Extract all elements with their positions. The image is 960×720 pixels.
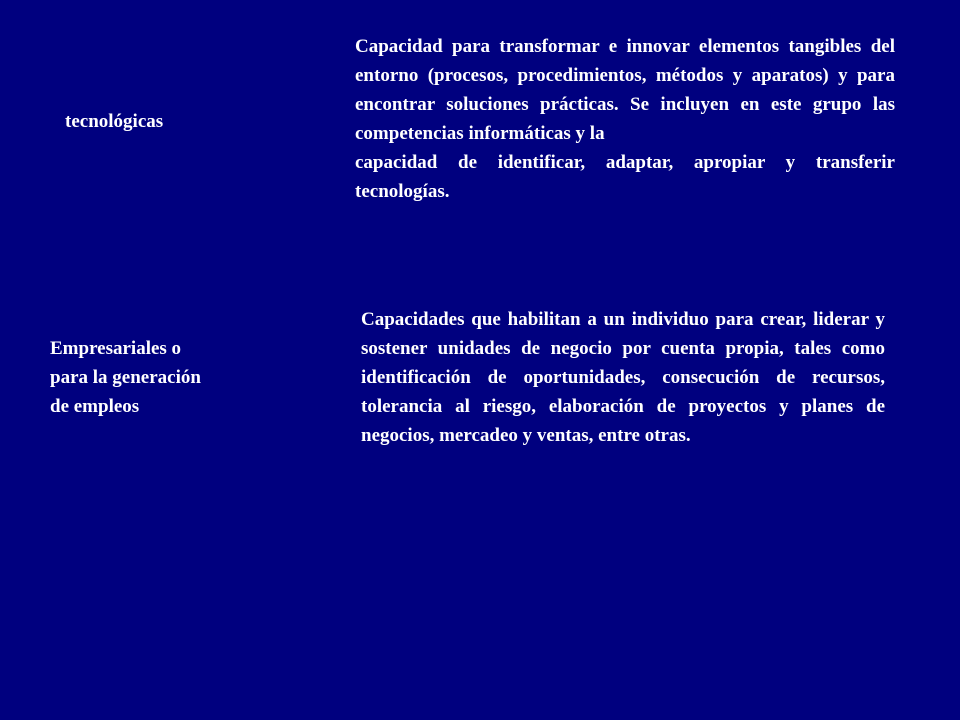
description-paragraph: Capacidad para transformar e innovar elementos tangibles del entorno (procesos, procedimientos, métodos y aparatos) y para encontrar soluciones prácticas. Se incluyen en este grupo las competencias informáticas y la — [355, 36, 895, 144]
competency-label-tecnologicas: tecnológicas — [65, 111, 164, 132]
label-line: de empleos — [50, 396, 140, 417]
description-paragraph: capacidad de identificar, adaptar, apropiar y transferir tecnologías. — [355, 152, 895, 202]
label-line: para la generación — [50, 367, 201, 388]
competency-description-empresariales — [361, 305, 885, 450]
label-line: Empresariales o — [50, 338, 182, 359]
competency-description-tecnologicas — [355, 32, 895, 206]
description-paragraph: Capacidades que habilitan a un individuo para crear, liderar y sostener unidades de negocio por cuenta propia, tales como identificación de oportunidades, consecución de recursos, tolerancia al riesgo, elaboración de proyectos y planes de negocios, mercadeo y ventas, entre otras. — [361, 309, 885, 446]
competency-label-empresariales — [50, 334, 270, 421]
